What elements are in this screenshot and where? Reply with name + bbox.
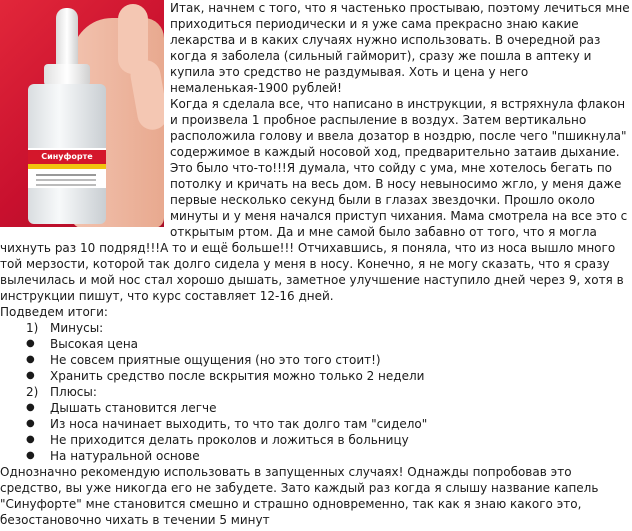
bullet-icon: ● <box>26 450 35 461</box>
minuses-title: Минусы: <box>50 321 104 335</box>
bullet-icon: ● <box>26 338 35 349</box>
list-item: ● Дышать становится легче <box>26 401 217 415</box>
bullet-icon: ● <box>26 402 35 413</box>
list-item: ● Из носа начинает выходить, то что так долго там "сидело" <box>26 417 428 431</box>
list-item: ● На натуральной основе <box>26 449 200 463</box>
product-photo <box>0 0 164 227</box>
list-item: ● Высокая цена <box>26 337 139 351</box>
list-number: 1) <box>26 321 39 335</box>
list-item: ● Хранить средство после вскрытия можно только 2 недели <box>26 369 425 383</box>
bullet-icon: ● <box>26 434 35 445</box>
minuses-heading <box>0 320 632 336</box>
bottle-label-stripe <box>28 164 106 169</box>
bottle-cap <box>44 64 90 86</box>
pluses-section <box>0 384 632 464</box>
intro-paragraph: Итак, начнем с того, что я частенько простываю, поэтому лечиться мне приходиться периодически и я уже сама прекрасно знаю какие лекарства и в каких случаях нужно использовать. В очередной раз когда я заболела (сильный гайморит), сразу же пошла в аптеку и купила это средство не раздумывая. Хоть и цена у него немаленькая-1900 рублей! <box>170 1 630 95</box>
list-item: ● Не совсем приятные ощущения (но это того стоит!) <box>26 353 381 367</box>
story-paragraph: Когда я сделала все, что написано в инструкции, я встряхнула флакон и произвела 1 пробное распыление в воздух. Затем вертикально расположила голову и ввела дозатор в ноздрю, после чего "пшикнула" содержимое в каждый носовой ход, предварительно затаив дыхание. Это было что-то!!!Я думала, что сойду с ума, мне хотелось бегать по потолку и кричать на весь дом. В носу невыносимо жгло, у меня даже первые несколько секунд были в глазах звездочки. Прошло около минуты и у меня начался приступ чихания. Мама смотрела на все это с открытым ртом. Да и мне самой было забавно от того, что я могла чихнуть раз 10 подряд!!!А то и ещё больше!!! Отчихавшись, я поняла, что из носа вышло много той мерзости, которой так долго сидела у меня в носу. Конечно, я не могу сказать, что я сразу вылечилась и мой нос стал хорошо дышать, заметное улучшение наступило дней через 9, хотя в инструкции пишут, что курс составляет 12-16 дней. <box>0 97 628 303</box>
bullet-icon: ● <box>26 354 35 365</box>
bottle-label-brand: Синуфорте <box>28 150 106 164</box>
minuses-section <box>0 320 632 384</box>
pluses-title: Плюсы: <box>50 385 97 399</box>
summary-heading: Подведем итоги: <box>0 305 108 319</box>
list-number: 2) <box>26 385 39 399</box>
conclusion-paragraph: Однозначно рекомендую использовать в запущенных случаях! Однажды попробовав это средство, вы уже никогда его не забудете. Зато каждый раз когда я слышу название капель "Синуфорте" мне становится смешно и страшно одновременно, так как я знаю какого это, безостановочно чихать в течении 5 минут <box>0 465 599 527</box>
pluses-heading <box>0 384 632 400</box>
bottle-label-text-lines <box>36 174 96 176</box>
list-item: ● Не приходится делать проколов и ложиться в больницу <box>26 433 409 447</box>
bottle-nozzle <box>56 8 78 68</box>
bullet-icon: ● <box>26 418 35 429</box>
bullet-icon: ● <box>26 370 35 381</box>
